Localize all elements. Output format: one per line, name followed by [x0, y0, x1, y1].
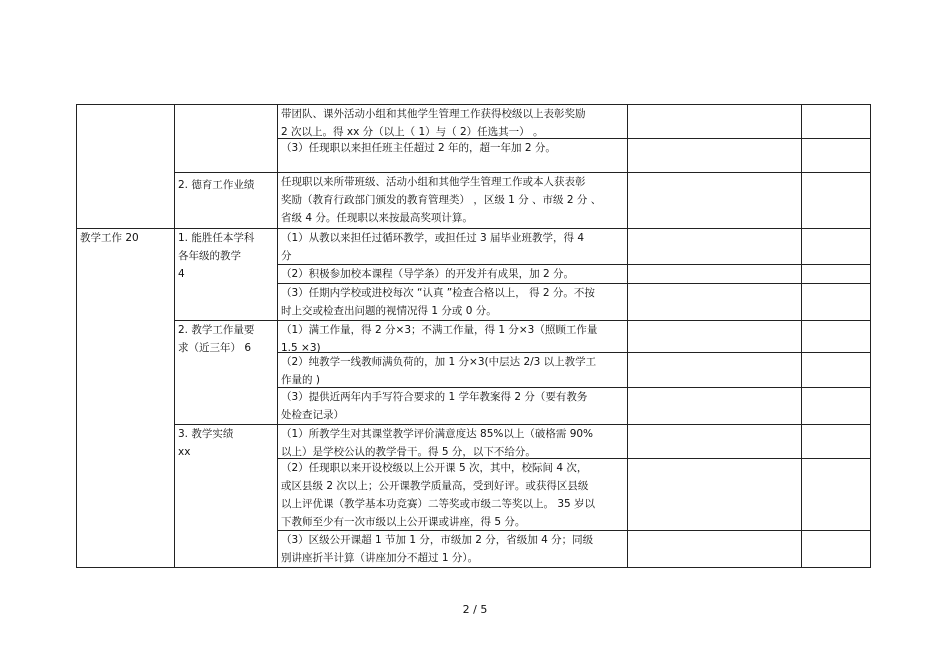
- criteria-text: 带团队、课外活动小组和其他学生管理工作获得校级以上表彰奖励: [281, 108, 586, 120]
- criteria-text: 处检查记录）: [281, 409, 344, 421]
- criteria-text: 省级 4 分。任现职以来按最高奖项计算。: [281, 212, 473, 224]
- criteria-text: （3）任现职以来担任班主任超过 2 年的，超一年加 2 分。: [281, 142, 556, 154]
- subitem-label: 2. 德育工作业绩: [178, 179, 255, 191]
- subitem-label: 3. 教学实绩: [178, 428, 234, 440]
- table-vline: [870, 104, 871, 568]
- subitem-label: 4: [178, 268, 185, 280]
- criteria-text: 时上交或检查出问题的视情况得 1 分或 0 分。: [281, 305, 497, 317]
- criteria-text: 分: [281, 250, 292, 262]
- table-vline: [627, 104, 628, 568]
- criteria-text: 奖励（教育行政部门颁发的教育管理类） ，区级 1 分 、市级 2 分 、: [281, 194, 602, 206]
- criteria-text: 2 次以上。得 xx 分（以上（ 1）与（ 2）任选其一） 。: [281, 126, 544, 138]
- category-label: 教学工作 20: [80, 232, 139, 244]
- criteria-text: （1）从教以来担任过循环教学，或担任过 3 届毕业班教学，得 4: [281, 232, 585, 244]
- criteria-text: （3）区级公开课超 1 节加 1 分，市级加 2 分，省级加 4 分；同级: [281, 534, 594, 546]
- criteria-text: 作量的 ): [281, 374, 320, 386]
- table-hline: [174, 172, 277, 173]
- subitem-label: 2. 教学工作量要: [178, 324, 255, 336]
- criteria-text: 或区县级 2 次以上；公开课教学质量高，受到好评。或获得区县级: [281, 480, 589, 492]
- table-vline: [76, 104, 77, 568]
- criteria-text: 以上评优课（教学基本功竞赛）二等奖或市级二等奖以上。 35 岁以: [281, 498, 596, 510]
- criteria-text: （2）任现职以来开设校级以上公开课 5 次，其中，校际间 4 次，: [281, 462, 588, 474]
- table-vline: [277, 104, 278, 568]
- criteria-text: 别讲座折半计算（讲座加分不超过 1 分）。: [281, 552, 479, 564]
- criteria-text: 以上）是学校公认的教学骨干。得 5 分，以下不给分。: [281, 446, 536, 458]
- criteria-text: （2）纯教学一线教师满负荷的，加 1 分×3(中层达 2/3 以上教学工: [281, 356, 597, 368]
- page-number: 2 / 5: [462, 603, 488, 616]
- subitem-label: 1. 能胜任本学科: [178, 232, 255, 244]
- criteria-text: 1.5 ×3): [281, 342, 321, 354]
- criteria-text: （1）所教学生对其课堂教学评价满意度达 85%以上（破格需 90%: [281, 428, 594, 440]
- criteria-text: （1）满工作量，得 2 分×3；不满工作量，得 1 分×3（照顾工作量: [281, 324, 598, 336]
- criteria-text: （2）积极参加校本课程（导学条）的开发并有成果，加 2 分。: [281, 268, 575, 280]
- criteria-text: 任现职以来所带班级、活动小组和其他学生管理工作或本人获表彰: [281, 176, 586, 188]
- table-vline: [801, 104, 802, 568]
- table-vline: [174, 104, 175, 568]
- subitem-label: xx: [178, 446, 191, 458]
- table-hline: [76, 567, 871, 568]
- criteria-text: （3）任期内学校或进校每次 “认真 ”检查合格以上， 得 2 分。不按: [281, 287, 595, 299]
- criteria-text: 下教师至少有一次市级以上公开课或讲座，得 5 分。: [281, 516, 526, 528]
- criteria-text: （3）提供近两年内手写符合要求的 1 学年教案得 2 分（要有教务: [281, 391, 588, 403]
- subitem-label: 求（近三年） 6: [178, 342, 252, 354]
- subitem-label: 各年级的教学: [178, 250, 241, 262]
